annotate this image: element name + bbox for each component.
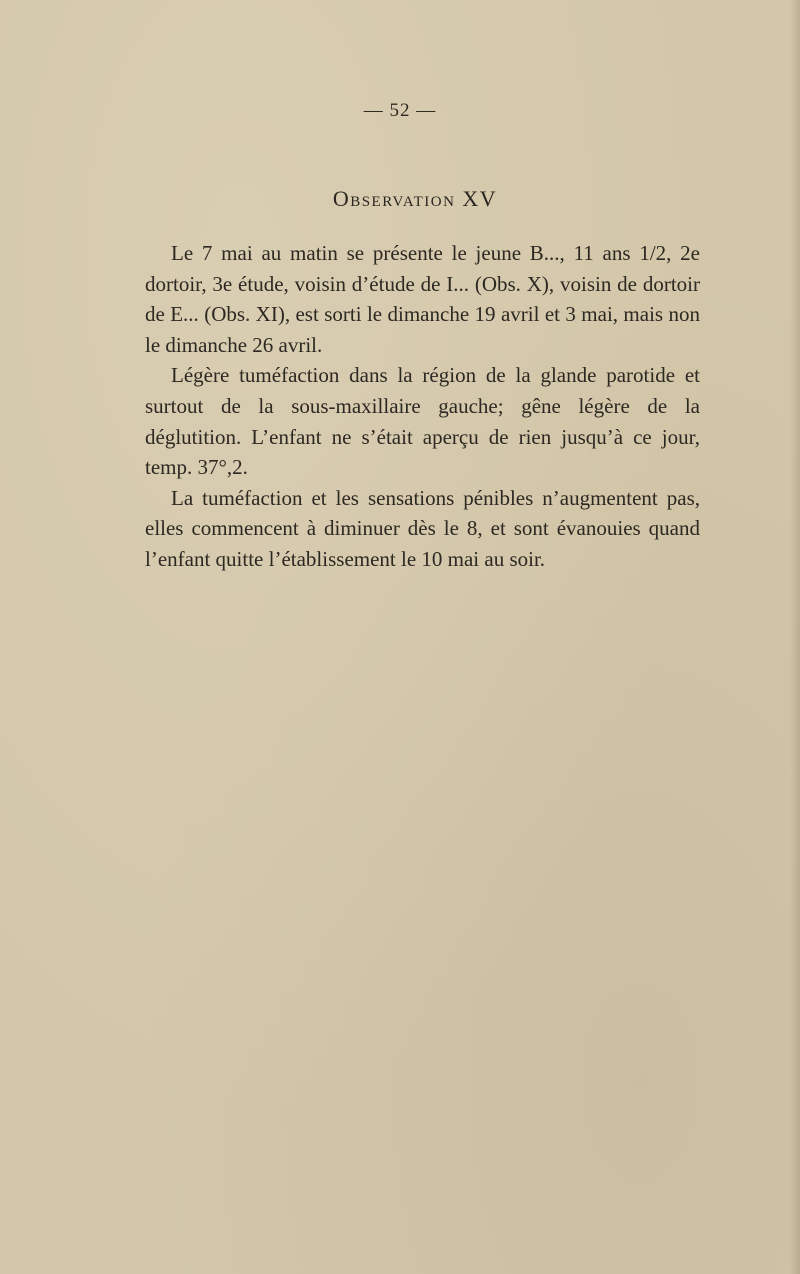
observation-heading: Observation XV [332, 186, 498, 211]
paragraph-symptoms: Légère tuméfaction dans la région de la glande parotide et surtout de la sous-maxillaire gauche; gêne légère de la déglutition. L’enfant ne s’était aperçu de rien jusqu’à ce jour, temp. 37°,2. [145, 363, 700, 480]
paragraph-presentation: Le 7 mai au matin se présente le jeune B..., 11 ans 1/2, 2e dortoir, 3e étude, voisin d’étude de I... (Obs. X), voisin de dortoir de E... (Obs. XI), est sorti le dimanche 19 avril et 3 mai, mais non le dimanche 26 avril. [145, 241, 700, 357]
observation-body [145, 238, 700, 575]
paragraph-outcome: La tuméfaction et les sensations pénibles n’augmentent pas, elles commencent à diminuer dès le 8, et sont évanouies quand l’enfant quitte l’établissement le 10 mai au soir. [145, 485, 700, 571]
page-number: — 52 — [363, 100, 437, 121]
